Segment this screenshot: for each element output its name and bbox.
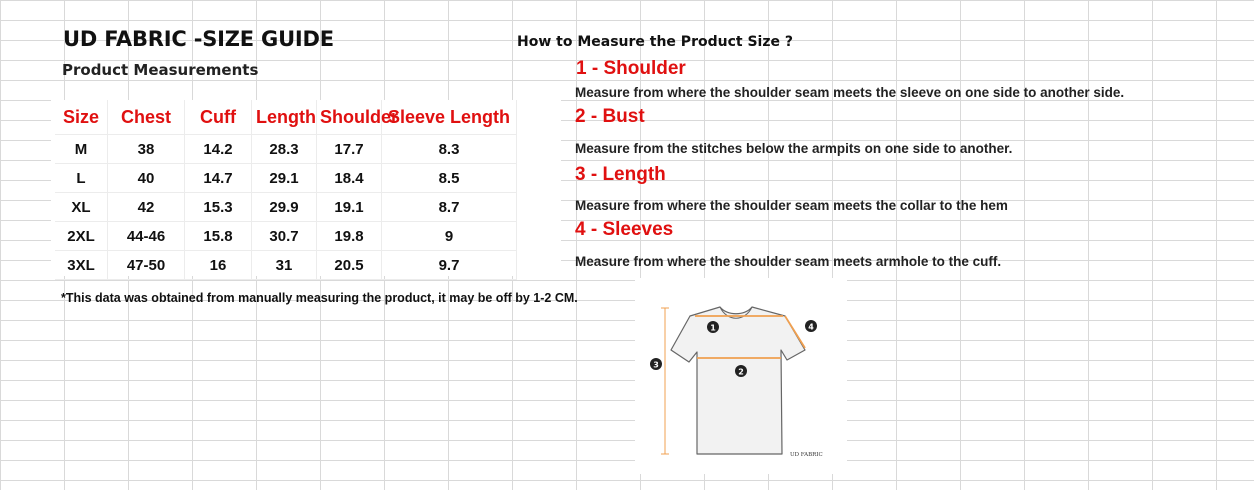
tshirt-icon xyxy=(635,278,847,474)
cell-chest: 44-46 xyxy=(108,222,185,251)
cell-cuff: 15.8 xyxy=(185,222,252,251)
cell-length: 30.7 xyxy=(252,222,317,251)
header-chest: Chest xyxy=(108,100,185,135)
cell-sleeve-length: 9 xyxy=(382,222,517,251)
measure-desc-sleeves: Measure from where the shoulder seam meets armhole to the cuff. xyxy=(575,254,1002,269)
tshirt-figure xyxy=(635,278,847,474)
cell-cuff: 14.7 xyxy=(185,164,252,193)
section-subtitle: Product Measurements xyxy=(62,61,259,79)
measure-desc-length: Measure from where the shoulder seam meets the collar to the hem xyxy=(575,198,1008,213)
measure-heading-length: 3 - Length xyxy=(575,164,666,185)
table-row xyxy=(55,164,517,193)
cell-cuff: 15.3 xyxy=(185,193,252,222)
cell-chest: 42 xyxy=(108,193,185,222)
table-header-row xyxy=(55,100,517,135)
header-shoulder-text: Shoulder xyxy=(320,106,399,127)
cell-length: 29.9 xyxy=(252,193,317,222)
cell-shoulder: 18.4 xyxy=(317,164,382,193)
cell-shoulder: 20.5 xyxy=(317,251,382,280)
measurement-note: *This data was obtained from manually measuring the product, it may be off by 1-2 CM. xyxy=(61,291,578,305)
header-shoulder xyxy=(317,100,399,135)
table-row xyxy=(55,135,517,164)
cell-sleeve-length: 8.5 xyxy=(382,164,517,193)
cell-cuff: 16 xyxy=(185,251,252,280)
header-size: Size xyxy=(55,100,108,135)
measure-heading-shoulder: 1 - Shoulder xyxy=(576,58,686,79)
cell-size: 2XL xyxy=(55,222,108,251)
measure-heading-sleeves: 4 - Sleeves xyxy=(575,219,674,240)
cell-sleeve-length: 9.7 xyxy=(382,251,517,280)
brand-label: UD FABRIC xyxy=(790,452,823,458)
table-row xyxy=(55,222,517,251)
marker-3 xyxy=(650,358,662,370)
how-to-title: How to Measure the Product Size ? xyxy=(517,34,793,50)
cell-size: XL xyxy=(55,193,108,222)
shirt-outline xyxy=(671,307,805,454)
cell-chest: 40 xyxy=(108,164,185,193)
marker-1 xyxy=(707,321,719,333)
cell-cuff: 14.2 xyxy=(185,135,252,164)
cell-length: 29.1 xyxy=(252,164,317,193)
marker-3-label: 3 xyxy=(653,360,659,370)
size-table xyxy=(55,100,517,280)
table-row xyxy=(55,193,517,222)
cell-size: M xyxy=(55,135,108,164)
header-sleeve-length: Sleeve Length xyxy=(382,100,517,135)
cell-chest: 47-50 xyxy=(108,251,185,280)
table-row xyxy=(55,251,517,280)
cell-shoulder: 19.8 xyxy=(317,222,382,251)
cell-shoulder: 19.1 xyxy=(317,193,382,222)
measure-desc-bust: Measure from the stitches below the armpits on one side to another. xyxy=(575,141,1013,156)
cell-size: L xyxy=(55,164,108,193)
marker-1-label: 1 xyxy=(710,323,716,333)
cell-length: 28.3 xyxy=(252,135,317,164)
cell-sleeve-length: 8.3 xyxy=(382,135,517,164)
cell-length: 31 xyxy=(252,251,317,280)
header-length xyxy=(252,100,317,135)
page-title: UD FABRIC -SIZE GUIDE xyxy=(63,27,334,51)
cell-shoulder: 17.7 xyxy=(317,135,382,164)
marker-2-label: 2 xyxy=(738,367,744,377)
measure-heading-bust: 2 - Bust xyxy=(575,106,645,127)
marker-2 xyxy=(735,365,747,377)
marker-4 xyxy=(805,320,817,332)
cell-chest: 38 xyxy=(108,135,185,164)
cell-sleeve-length: 8.7 xyxy=(382,193,517,222)
header-cuff: Cuff xyxy=(185,100,252,135)
measure-desc-shoulder: Measure from where the shoulder seam meets the sleeve on one side to another side. xyxy=(575,85,1125,100)
header-length-text: Length xyxy=(256,106,316,127)
marker-4-label: 4 xyxy=(808,322,814,332)
cell-size: 3XL xyxy=(55,251,108,280)
